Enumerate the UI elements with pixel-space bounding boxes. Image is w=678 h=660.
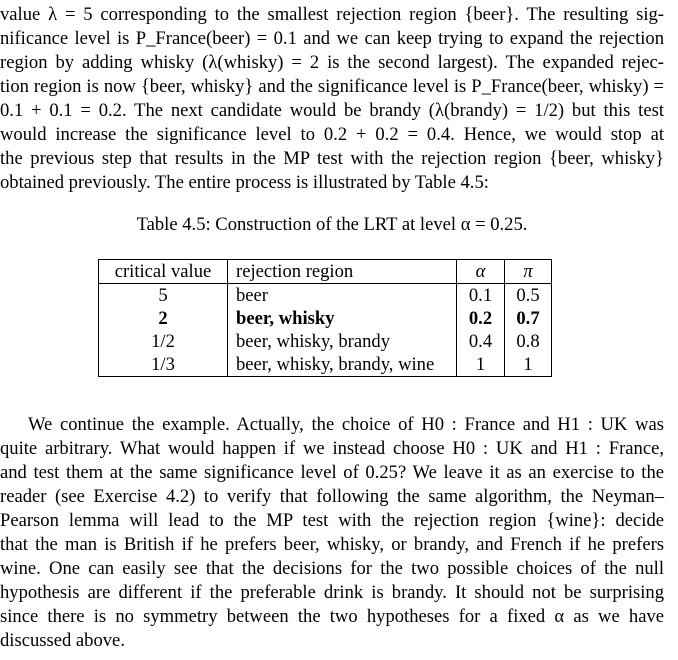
table-row	[99, 330, 552, 353]
header-rejection-region: rejection region	[228, 260, 457, 284]
paragraph-bottom	[0, 413, 664, 653]
cell-alpha: 1	[457, 353, 505, 377]
cell-pi: 0.8	[505, 330, 552, 353]
cell-pi: 0.5	[505, 284, 552, 308]
table-header-row	[99, 260, 552, 284]
text-line: obtained previously. The entire process is illustrated by Table 4.5:	[0, 172, 489, 193]
cell-region: beer	[228, 284, 457, 308]
text-line: hypothesis are different if the preferable drink is brandy. It should not be surprising	[0, 582, 664, 603]
cell-critical-value: 5	[99, 284, 228, 308]
text-line: tion region is now {beer, whisky} and the significance level is P_France(beer, whisky) =	[0, 76, 664, 97]
text-line: and test them at the same significance level of 0.25? We leave it as an exercise to the	[0, 462, 664, 483]
paragraph-top	[0, 3, 664, 195]
cell-critical-value: 1/2	[99, 330, 228, 353]
text-line: would increase the significance level to 0.2 + 0.2 = 0.4. Hence, we would stop at	[0, 124, 664, 145]
text-line: nificance level is P_France(beer) = 0.1 and we can keep trying to expand the rejection	[0, 28, 664, 49]
text-line: reader (see Exercise 4.2) to verify that following the same algorithm, the Neyman–	[0, 486, 664, 507]
cell-region: beer, whisky	[228, 307, 457, 330]
cell-alpha: 0.4	[457, 330, 505, 353]
text-line: that the man is British if he prefers beer, whisky, or brandy, and French if he prefers	[0, 534, 664, 555]
text-line: the previous step that results in the MP test with the rejection region {beer, whisky}	[0, 148, 664, 169]
cell-region: beer, whisky, brandy	[228, 330, 457, 353]
header-alpha: α	[457, 260, 505, 284]
text-line: Pearson lemma will lead to the MP test with the rejection region {wine}: decide	[0, 510, 664, 531]
cell-alpha: 0.2	[457, 307, 505, 330]
header-pi: π	[505, 260, 552, 284]
cell-critical-value: 2	[99, 307, 228, 330]
cell-region: beer, whisky, brandy, wine	[228, 353, 457, 377]
header-critical-value: critical value	[99, 260, 228, 284]
text-line: 0.1 + 0.1 = 0.2. The next candidate would be brandy (λ(brandy) = 1/2) but this test	[0, 100, 664, 121]
text-line: quite arbitrary. What would happen if we instead choose H0 : UK and H1 : France,	[0, 438, 664, 459]
cell-pi: 0.7	[505, 307, 552, 330]
table-row	[99, 353, 552, 377]
text-line: discussed above.	[0, 630, 125, 651]
table-row	[99, 284, 552, 308]
text-line: We continue the example. Actually, the choice of H0 : France and H1 : UK was	[28, 414, 664, 435]
cell-critical-value: 1/3	[99, 353, 228, 377]
text-line: value λ = 5 corresponding to the smallest rejection region {beer}. The resulting sig-	[0, 4, 664, 25]
text-line: region by adding whisky (λ(whisky) = 2 is the second largest). The expanded rejec-	[0, 52, 664, 73]
cell-alpha: 0.1	[457, 284, 505, 308]
cell-pi: 1	[505, 353, 552, 377]
lrt-table	[98, 259, 552, 377]
table-caption: Table 4.5: Construction of the LRT at level α = 0.25.	[136, 214, 528, 235]
text-line: since there is no symmetry between the two hypotheses for a fixed α as we have	[0, 606, 664, 627]
text-line: wine. One can easily see that the decisions for the two possible choices of the null	[0, 558, 664, 579]
table-row-selected	[99, 307, 552, 330]
